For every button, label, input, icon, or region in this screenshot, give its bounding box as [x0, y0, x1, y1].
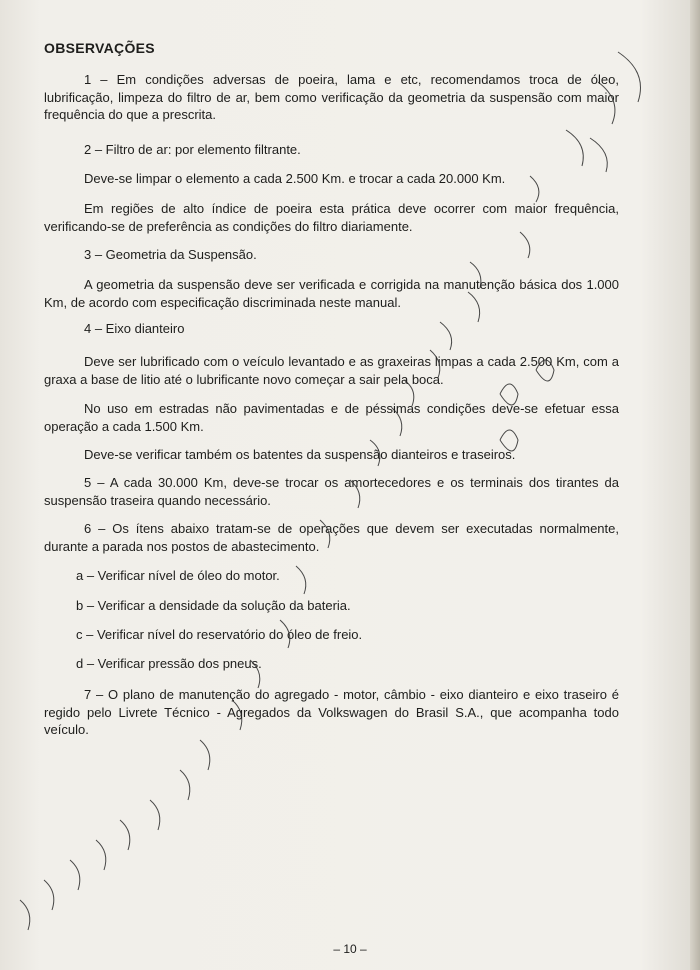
page-number: – 10 –: [333, 942, 367, 956]
paragraph-10: Deve-se verificar também os batentes da suspensão dianteiros e traseiros.: [84, 447, 516, 462]
list-item-a: a – Verificar nível de óleo do motor.: [76, 568, 280, 583]
scribble-arc: [44, 880, 54, 910]
page-spine: [690, 0, 700, 970]
paragraph-13: 7 – O plano de manutenção do agregado - motor, câmbio - eixo dianteiro e eixo traseiro é regido pelo Livrete Técnico - Agregados da Volkswagen do Brasil S.A., que acompanha todo veículo.: [44, 687, 619, 737]
list-item-c: c – Verificar nível do reservatório do óleo de freio.: [76, 627, 363, 642]
paragraph-12: 6 – Os ítens abaixo tratam-se de operações que devem ser executadas normalmente, durante a parada nos postos de abastecimento.: [44, 521, 619, 554]
scribble-arc: [70, 860, 80, 890]
scribble-arc: [296, 566, 306, 594]
paragraph-9: No uso em estradas não pavimentadas e de péssimas condições deve-se efetuar essa operação a cada 1.500 Km.: [44, 401, 619, 434]
scribble-arc: [120, 820, 130, 850]
scribble-arc: [618, 52, 641, 102]
section-heading: OBSERVAÇÕES: [44, 40, 155, 56]
paragraph-1: 1 – Em condições adversas de poeira, lama e etc, recomendamos troca de óleo, lubrificação, limpeza do filtro de ar, bem como verificação da geometria da suspensão com maior frequência do que a prescrita.: [44, 72, 619, 122]
scribble-arc: [200, 740, 210, 770]
scribble-arc: [20, 900, 30, 930]
paragraph-5: 3 – Geometria da Suspensão.: [84, 247, 257, 262]
scribble-arc: [96, 840, 106, 870]
paragraph-8: Deve ser lubrificado com o veículo levantado e as graxeiras limpas a cada 2.500 Km, com a graxa a base de litio até o lubrificante novo começar a sair pela boca.: [44, 354, 619, 387]
scribble-arc: [180, 770, 190, 800]
paragraph-7: 4 – Eixo dianteiro: [84, 321, 185, 336]
paragraph-4: Em regiões de alto índice de poeira esta prática deve ocorrer com maior frequência, verificando-se de preferência as condições do filtro diariamente.: [44, 201, 619, 234]
paragraph-3: Deve-se limpar o elemento a cada 2.500 Km. e trocar a cada 20.000 Km.: [84, 171, 506, 186]
paragraph-6: A geometria da suspensão deve ser verificada e corrigida na manutenção básica dos 1.000 Km, de acordo com especificação discriminada neste manual.: [44, 277, 619, 310]
list-item-b: b – Verificar a densidade da solução da bateria.: [76, 598, 351, 613]
paragraph-2: 2 – Filtro de ar: por elemento filtrante.: [84, 142, 301, 157]
list-item-d: d – Verificar pressão dos pneus.: [76, 656, 262, 671]
paragraph-11: 5 – A cada 30.000 Km, deve-se trocar os amortecedores e os terminais dos tirantes da suspensão traseira quando necessário.: [44, 475, 619, 508]
scribble-arc: [150, 800, 160, 830]
